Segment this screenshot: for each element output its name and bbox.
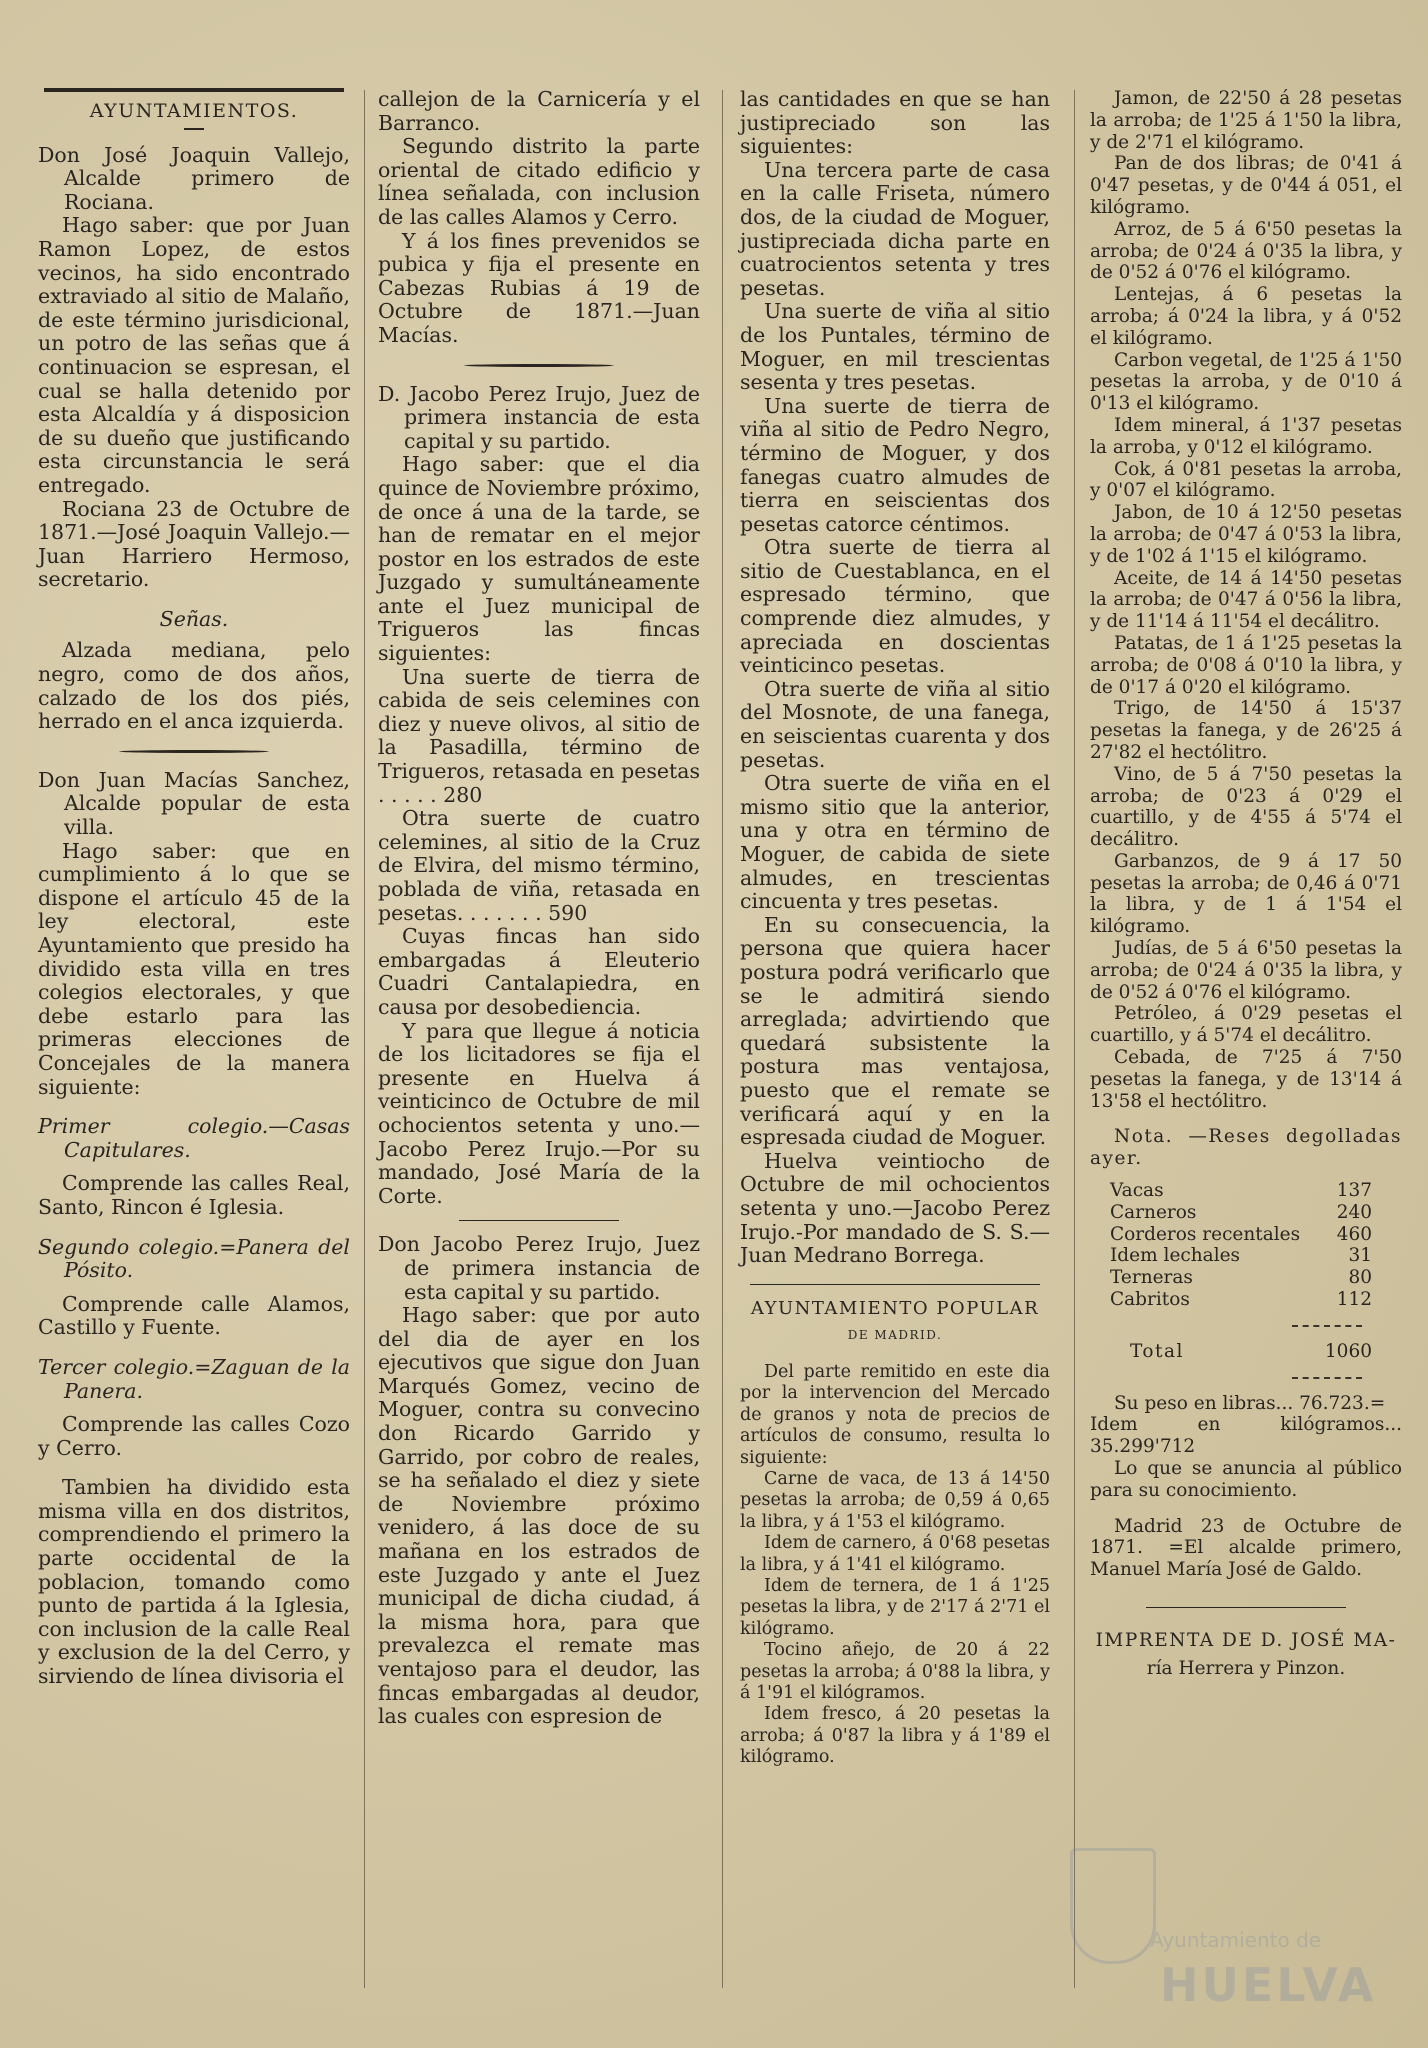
price-item: Arroz, de 5 á 6'50 pesetas la arroba; de 0'24 á 0'35 la libra, y de 0'52 á 0'76 el kilógramo.	[1090, 218, 1402, 284]
divider	[1292, 1377, 1362, 1379]
notice-signature: Madrid 23 de Octubre de 1871. =El alcalde primero, Manuel María José de Galdo.	[1090, 1515, 1402, 1581]
notice-header: Don Juan Macías Sanchez, Alcalde popular de esta villa.	[38, 767, 350, 840]
column-4	[1090, 88, 1402, 1680]
table-row: Vacas 137	[1110, 1180, 1372, 1202]
finca-item: Otra suerte de cuatro celemines, al sitio de la Cruz de Elvira, del mismo término, poblada de viña, retasada en pesetas. . . . . . . 590	[378, 806, 700, 925]
column-rule	[722, 90, 723, 1988]
price-item: Carbon vegetal, de 1'25 á 1'50 pesetas la arroba, y de 0'10 á 0'13 el kilógramo.	[1090, 349, 1402, 415]
price-item: Lentejas, á 6 pesetas la arroba; á 0'24 la libra, y á 0'52 el kilógramo.	[1090, 284, 1402, 349]
table-row: Cabritos 112	[1110, 1289, 1372, 1311]
price-item: Idem fresco, á 20 pesetas la arroba; á 0'87 la libra y á 1'89 el kilógramo.	[740, 1704, 1050, 1768]
price-item: Vino, de 5 á 7'50 pesetas la arroba; de 0'23 á 0'29 el cuartillo, y de 4'55 á 5'74 el decálitro.	[1090, 763, 1402, 851]
notice-signature: Rociana 23 de Octubre de 1871.—José Joaquin Vallejo.—Juan Harriero Hermoso, secretario.	[38, 496, 350, 592]
finca-item: Una suerte de tierra de cabida de seis celemines con diez y nueve olivos, al sitio de la Pasadilla, término de Trigueros, retasada en pesetas . . . . . 280	[378, 664, 700, 807]
price-item: Aceite, de 14 á 14'50 pesetas la arroba; de 0'47 á 0'56 la libra, y de 11'14 á 11'54 el decálitro.	[1090, 567, 1402, 633]
price-item: Idem de carnero, á 0'68 pesetas la libra, y á 1'41 el kilógramo.	[740, 1533, 1050, 1575]
notice-header: Don José Joaquin Vallejo, Alcalde primero de Rociana.	[38, 142, 350, 214]
crest-icon	[1070, 1848, 1156, 1964]
divider	[750, 1284, 1040, 1285]
notice-body: Y á los fines prevenidos se pubica y fija el presente en Cabezas Rubias á 19 de Octubre de 1871.—Juan Macías.	[378, 228, 700, 347]
column-2	[378, 88, 700, 1729]
continued-text: callejon de la Carnicería y el Barranco.	[378, 87, 700, 135]
total-row: Total 1060	[1130, 1340, 1372, 1362]
price-item: Patatas, de 1 á 1'25 pesetas la arroba; de 0'08 á 0'10 la libra, y de 0'17 á 0'20 el kilógramo.	[1090, 632, 1402, 698]
table-row: Terneras 80	[1110, 1267, 1372, 1289]
senas-text: Alzada mediana, pelo negro, como de dos años, calzado de los dos piés, herrado en el anca izquierda.	[38, 638, 350, 734]
price-item: Tocino añejo, de 20 á 22 pesetas la arroba; á 0'88 la libra, y á 1'91 el kilógramos.	[740, 1640, 1050, 1703]
divider	[1146, 1607, 1346, 1608]
senas-title: Señas.	[159, 606, 229, 631]
continued-text: las cantidades en que se han justipreciado son las siguientes:	[740, 87, 1050, 159]
price-item: Jabon, de 10 á 12'50 pesetas la arroba; de 0'47 á 0'53 la libra, y de 1'02 á 1'15 el kilógramo.	[1090, 502, 1402, 567]
peso-text: Su peso en libras... 76.723.=	[1114, 1392, 1386, 1414]
column-rule	[364, 90, 365, 1988]
imprenta-line: ría Herrera y Pinzon.	[1146, 1657, 1346, 1679]
column-rule	[1074, 90, 1075, 1988]
notice-body: Tambien ha dividido esta misma villa en dos distritos, comprendiendo el primero la parte occidental de la poblacion, tomando como punto de partida á la Iglesia, con inclusion de la calle Real y exclusion de la del Cerro, y sirviendo de línea divisoria el	[38, 1475, 350, 1689]
table-row: Corderos recentales 460	[1110, 1223, 1372, 1245]
notice-body: Y para que llegue á noticia de los licitadores se fija el presente en Huelva á veinticinco de Octubre de mil ochocientos setenta y uno.—Jacobo Perez Irujo.—Por su mandado, José María de la Corte.	[378, 1018, 700, 1208]
watermark-stamp: Ayuntamiento de HUELVA	[1050, 1818, 1350, 2018]
notice-body: Hago saber: que en cumplimiento á lo que se dispone el artículo 45 de la ley electoral, este Ayuntamiento que presido ha dividido esta villa en tres colegios electorales, y que debe estarlo para las primeras elecciones de Concejales de la manera siguiente:	[38, 838, 350, 1099]
peso-text: Idem en kilógramos... 35.299'712	[1090, 1414, 1402, 1458]
table-row: Carneros 240	[1110, 1201, 1372, 1223]
market-text: Del parte remitido en este dia por la intervencion del Mercado de granos y nota de precios de artículos de consumo, resulta lo siguiente:	[740, 1361, 1050, 1468]
finca-value: 590	[548, 900, 588, 925]
price-item: Trigo, de 14'50 á 15'37 pesetas la fanega, y de 26'25 á 27'82 el hectólitro.	[1090, 698, 1402, 763]
divider	[1292, 1325, 1362, 1327]
notice-body: Hago saber: que el dia quince de Noviembre próximo, de once á una de la tarde, se han de rematar en el mejor postor en los estrados de este Juzgado y sumultáneamente ante el Juez municipal de Trigueros las fincas siguientes:	[378, 452, 700, 666]
notice-body: Segundo distrito la parte oriental de citado edificio y línea señalada, con inclusion de las calles Alamos y Cerro.	[378, 134, 700, 229]
price-item: Carne de vaca, de 13 á 14'50 pesetas la arroba; de 0,59 á 0,65 la libra, y á 1'53 el kilógramo.	[740, 1468, 1050, 1532]
section-heading: AYUNTAMIENTOS.	[89, 100, 299, 122]
reses-table	[1090, 1180, 1402, 1311]
divider	[459, 1220, 619, 1221]
table-row: Idem lechales 31	[1110, 1245, 1372, 1267]
divider	[184, 128, 204, 130]
divider	[464, 364, 614, 367]
column-1	[38, 88, 350, 1689]
finca-value: 280	[443, 782, 483, 807]
notice-body: Cuyas fincas han sido embargadas á Eleuterio Cuadri Cantalapiedra, en causa por desobediencia.	[378, 924, 700, 1019]
notice-body: Lo que se anuncia al público para su conocimiento.	[1090, 1458, 1402, 1501]
colegio-text: Comprende las calles Real, Santo, Rincon é Iglesia.	[38, 1171, 350, 1219]
price-item: Jamon, de 22'50 á 28 pesetas la arroba; de 1'25 á 1'50 la libra, y de 2'71 el kilógramo.	[1090, 88, 1402, 153]
column-3	[740, 88, 1050, 1769]
notice-body: En su consecuencia, la persona que quiera hacer postura podrá verificarlo que se le admitirá siendo arreglada; advirtiendo que quedará subsistente la postura mas ventajosa, puesto que el remate se verificará aquí y en la espresada ciudad de Moguer.	[740, 912, 1050, 1150]
property-item: Otra suerte de viña en el mismo sitio que la anterior, una y otra en término de Moguer, de cabida de siete almudes, en trescientas cincuenta y tres pesetas.	[740, 771, 1050, 914]
colegio-title: Tercer colegio.=Zaguan de la Panera.	[38, 1354, 350, 1403]
colegio-text: Comprende calle Alamos, Castillo y Fuente.	[38, 1291, 350, 1340]
imprenta-line: IMPRENTA DE D. JOSÉ MA-	[1095, 1630, 1397, 1651]
notice-header: D. Jacobo Perez Irujo, Juez de primera instancia de esta capital y su partido.	[378, 381, 700, 453]
property-item: Otra suerte de viña al sitio del Mosnote, de una fanega, en seiscientas cuarenta y dos pesetas.	[740, 676, 1050, 772]
property-item: Una suerte de tierra de viña al sitio de Pedro Negro, término de Moguer, y dos fanegas cuatro almudes de tierra en seiscientas dos pesetas catorce céntimos.	[740, 393, 1050, 536]
nota-heading: Nota. —Reses degolladas ayer.	[1090, 1126, 1402, 1170]
price-item: Idem de ternera, de 1 á 1'25 pesetas la libra, y de 2'17 á 2'71 el kilógramo.	[740, 1575, 1050, 1639]
property-item: Otra suerte de tierra al sitio de Cuestablanca, en el espresado término, que comprende diez almudes, y apreciada en doscientas veinticinco pesetas.	[740, 535, 1050, 678]
notice-header: Don Jacobo Perez Irujo, Juez de primera instancia de esta capital y su partido.	[378, 1232, 700, 1304]
price-item: Idem mineral, á 1'37 pesetas la arroba, y 0'12 el kilógramo.	[1090, 414, 1402, 458]
property-item: Una tercera parte de casa en la calle Friseta, número dos, de la ciudad de Moguer, justipreciada dicha parte en cuatrocientos setenta y tres pesetas.	[740, 157, 1050, 300]
colegio-text: Comprende las calles Cozo y Cerro.	[38, 1412, 350, 1460]
notice-body: Hago saber: que por Juan Ramon Lopez, de estos vecinos, ha sido encontrado extraviado al sitio de Malaño, de este término jurisdicional, un potro de las señas que á continuacion se espresan, el cual se halla detenido por esta Alcaldía y á disposicion de su dueño que justificando esta circunstancia le será entregado.	[38, 213, 350, 497]
price-item: Petróleo, á 0'29 pesetas el cuartillo, y á 5'74 el decálitro.	[1090, 1003, 1402, 1047]
colegio-title: Segundo colegio.=Panera del Pósito.	[38, 1234, 350, 1283]
price-item: Cok, á 0'81 pesetas la arroba, y 0'07 el kilógramo.	[1090, 458, 1402, 502]
section-subheading: DE MADRID.	[847, 1328, 943, 1343]
price-item: Cebada, de 7'25 á 7'50 pesetas la fanega, y de 13'14 á 13'58 el hectólitro.	[1090, 1047, 1402, 1112]
notice-body: Hago saber: que por auto del dia de ayer en los ejecutivos que sigue don Juan Marqués Gomez, vecino de Moguer, contra su convecino don Ricardo Garrido y Garrido, por cobro de reales, se ha señalado el diez y siete de Noviembre próximo venidero, á las doce de su mañana en los estrados de este Juzgado y ante el Juez municipal de dicha ciudad, á la misma hora, para que prevalezca el remate mas ventajoso para el deudor, las fincas embargadas al deudor, las cuales con espresion de	[378, 1303, 700, 1729]
section-heading: AYUNTAMIENTO POPULAR	[750, 1297, 1040, 1319]
colegio-title: Primer colegio.—Casas Capitulares.	[38, 1114, 350, 1162]
price-item: Judías, de 5 á 6'50 pesetas la arroba; de 0'24 á 0'35 la libra, y de 0'52 á 0'76 el kilógramo.	[1090, 938, 1402, 1003]
price-item: Garbanzos, de 9 á 17 50 pesetas la arroba; de 0,46 á 0'71 la libra, y de 1 á 1'54 el kilógramo.	[1090, 850, 1402, 938]
divider	[119, 750, 269, 753]
price-item: Pan de dos libras; de 0'41 á 0'47 pesetas, y de 0'44 á 051, el kilógramo.	[1090, 153, 1402, 218]
notice-signature: Huelva veintiocho de Octubre de mil ochocientos setenta y uno.—Jacobo Perez Irujo.-Por mandado de S. S.—Juan Medrano Borrega.	[740, 1148, 1050, 1268]
property-item: Una suerte de viña al sitio de los Puntales, término de Moguer, en mil trescientas sesenta y tres pesetas.	[740, 299, 1050, 395]
